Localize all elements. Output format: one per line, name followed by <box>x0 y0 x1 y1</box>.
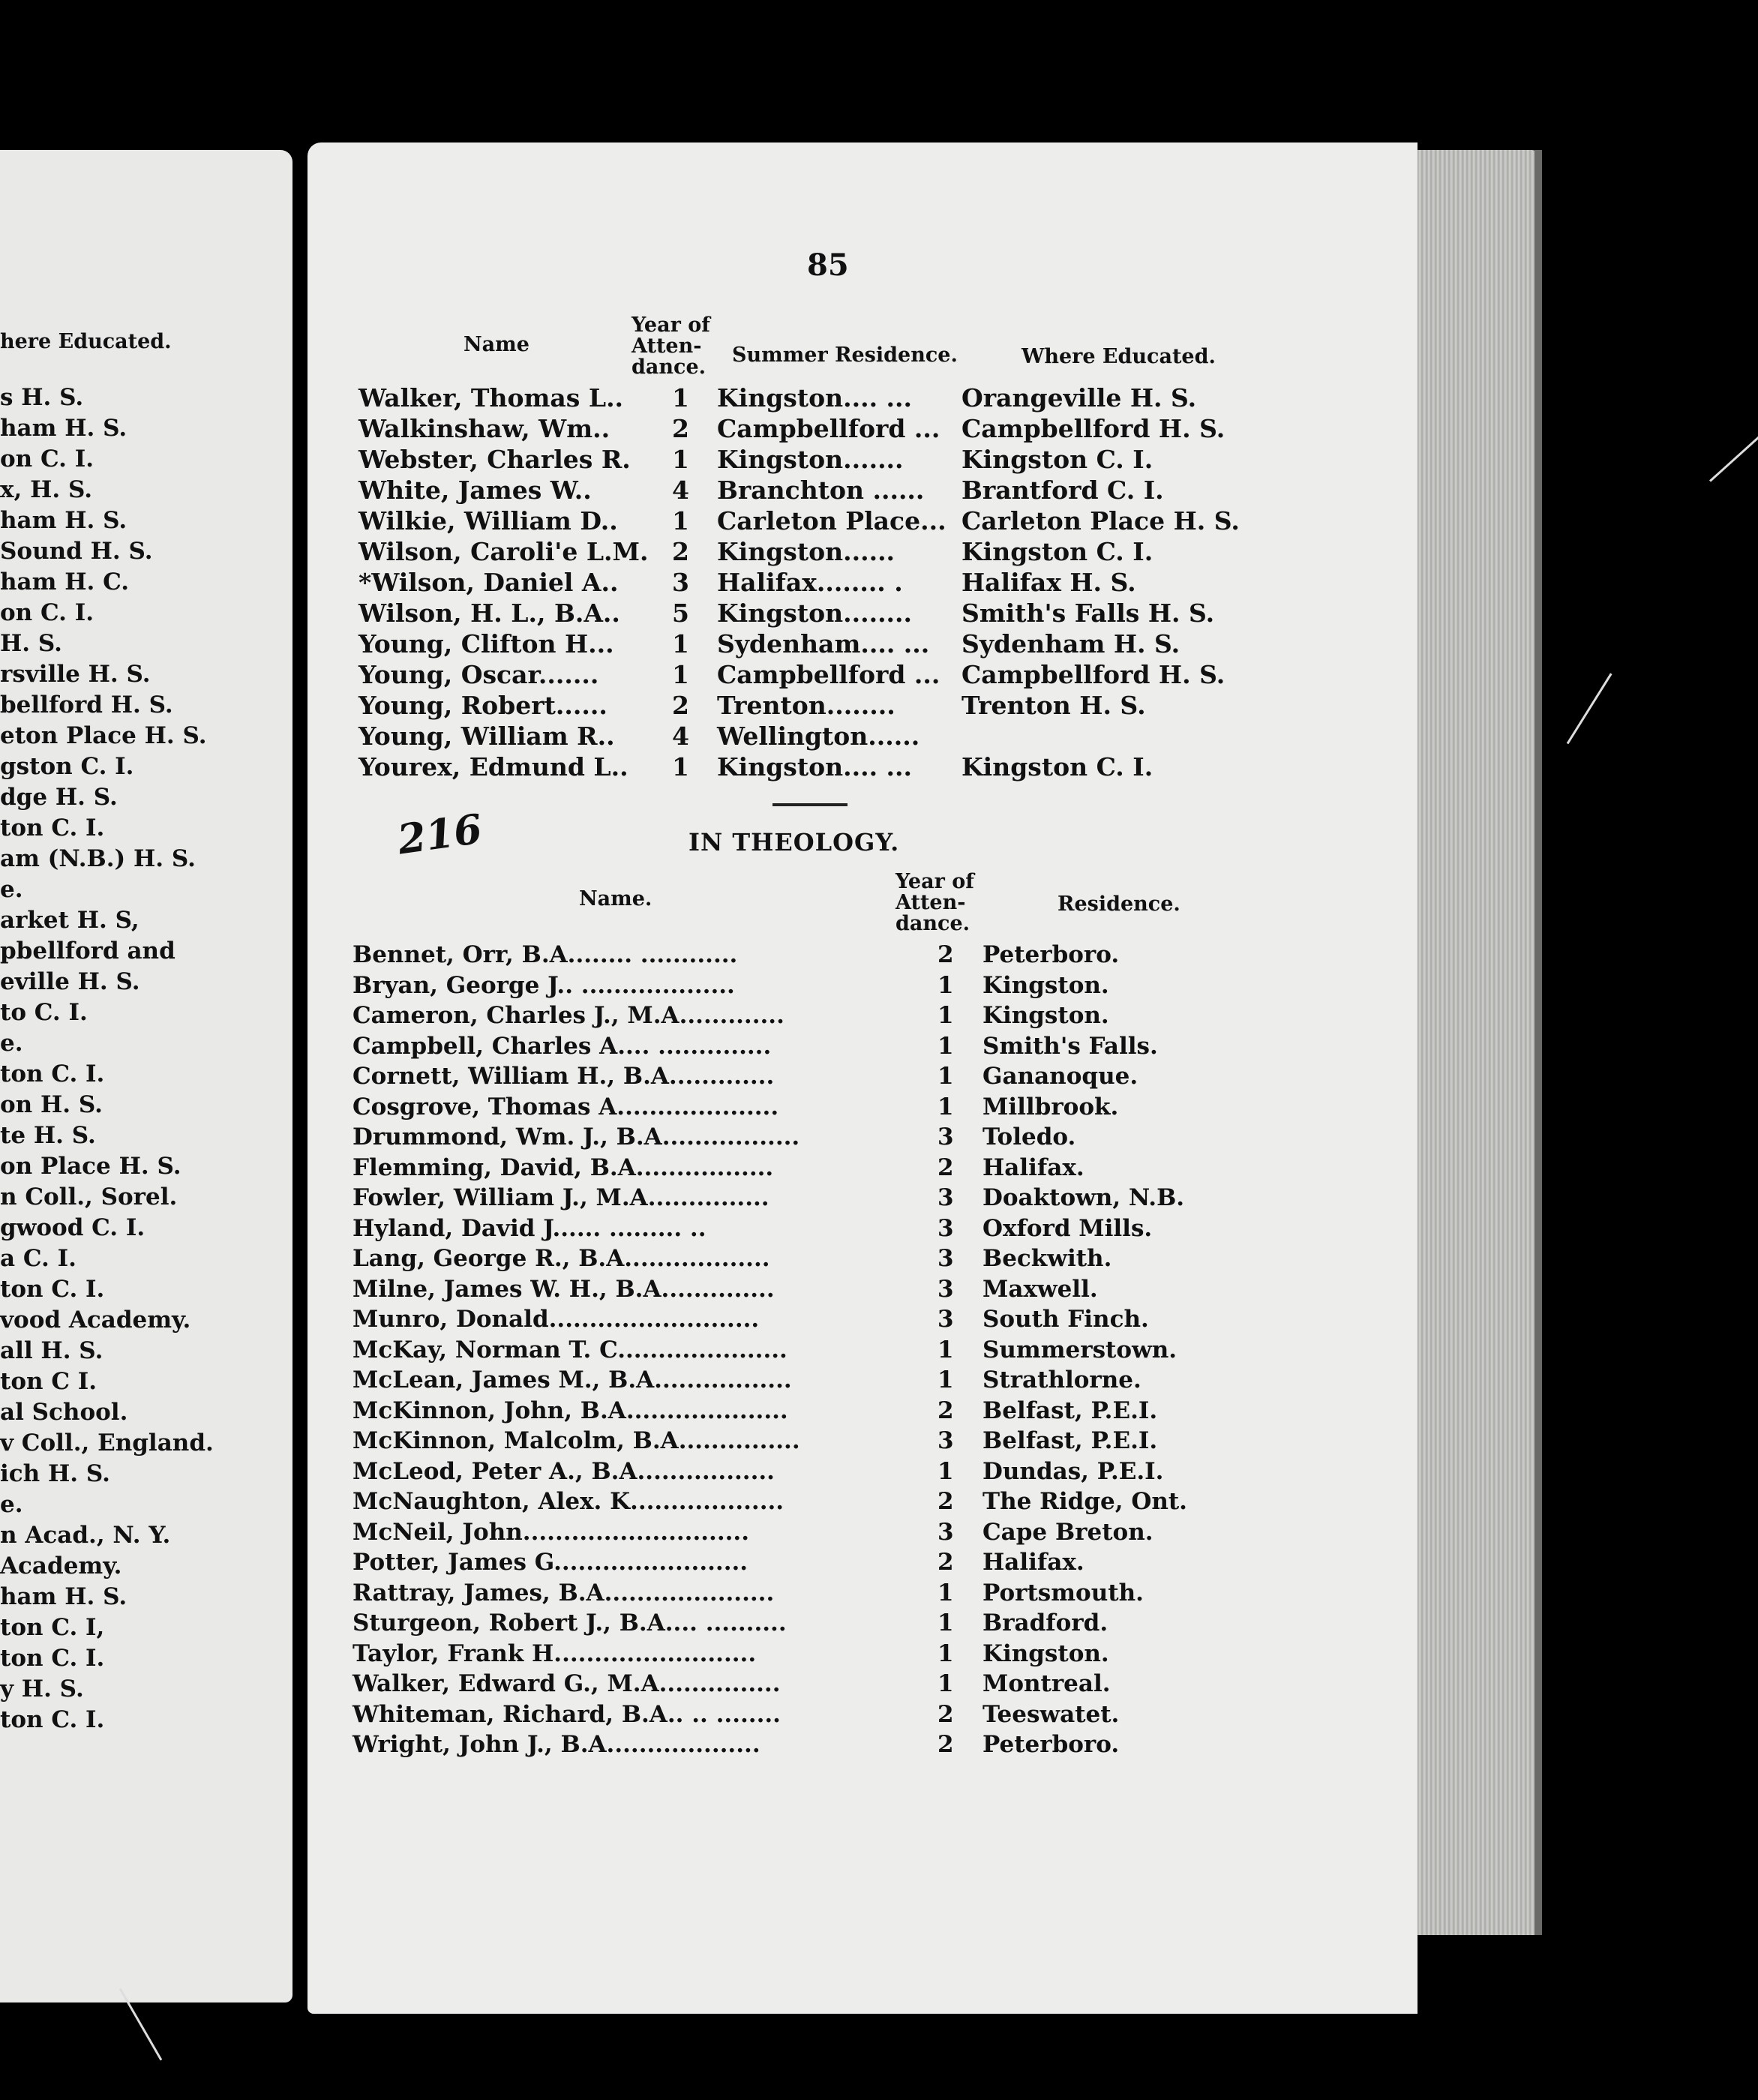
header-name: Name <box>464 333 530 356</box>
theology-residence: Belfast, P.E.I. <box>982 1396 1158 1424</box>
student-row <box>358 628 1258 659</box>
student-row <box>358 506 1258 536</box>
theology-row <box>352 1061 1252 1092</box>
theology-residence: Peterboro. <box>982 941 1120 968</box>
student-educated: Sydenham H. S. <box>962 629 1180 658</box>
theology-year: 1 <box>938 1579 954 1606</box>
theology-name: McLeod, Peter A., B.A................. <box>352 1457 775 1485</box>
theology-year: 1 <box>938 1640 954 1667</box>
student-residence: Kingston...... <box>717 537 896 566</box>
left-page-row: e. <box>0 1491 23 1518</box>
student-year: 4 <box>672 476 689 505</box>
left-page-row: on Place H. S. <box>0 1153 182 1180</box>
theology-name: Lang, George R., B.A.................. <box>352 1245 770 1272</box>
left-page-row: arket H. S, <box>0 907 140 934</box>
left-page-row: ton C. I. <box>0 1706 105 1733</box>
theology-name: Munro, Donald.......................... <box>352 1306 760 1333</box>
book-page-edges <box>1400 150 1542 1935</box>
theology-name: McNaughton, Alex. K................... <box>352 1488 784 1515</box>
theology-residence: Smith's Falls. <box>982 1032 1158 1060</box>
theology-residence: Montreal. <box>982 1670 1111 1697</box>
left-page-row: ham H. S. <box>0 507 128 534</box>
student-row <box>358 690 1258 721</box>
student-educated: Brantford C. I. <box>962 476 1164 505</box>
theology-residence: Kingston. <box>982 971 1109 999</box>
theology-row <box>352 1396 1252 1426</box>
theology-row <box>352 1183 1252 1214</box>
theology-year: 2 <box>938 1549 954 1576</box>
theology-row <box>352 1274 1252 1305</box>
left-page-row: ton C. I. <box>0 1645 105 1672</box>
theology-name: Cameron, Charles J., M.A............. <box>352 1002 784 1029</box>
student-name: Young, William R.. <box>358 722 615 751</box>
theology-row <box>352 1244 1252 1274</box>
theology-name: Walker, Edward G., M.A............... <box>352 1670 781 1697</box>
student-name: Walker, Thomas L.. <box>358 383 624 412</box>
left-page-row: on H. S. <box>0 1091 103 1118</box>
theology-year: 3 <box>938 1124 954 1150</box>
left-page-row: e. <box>0 876 23 903</box>
theology-name: Milne, James W. H., B.A.............. <box>352 1275 775 1303</box>
left-page-row: vood Academy. <box>0 1306 191 1334</box>
student-row <box>358 752 1258 782</box>
theology-name: Bennet, Orr, B.A........ ............ <box>352 941 738 968</box>
left-page-row: e. <box>0 1030 23 1057</box>
theology-year: 1 <box>938 1457 954 1485</box>
theology-name: Cosgrove, Thomas A.................... <box>352 1093 779 1120</box>
section-divider <box>772 803 848 806</box>
student-year: 1 <box>672 445 689 474</box>
theology-row <box>352 970 1252 1001</box>
left-page-row: ton C. I. <box>0 814 105 842</box>
student-educated: Halifax H. S. <box>962 568 1136 597</box>
theology-name: Wright, John J., B.A................... <box>352 1731 760 1758</box>
student-name: *Wilson, Daniel A.. <box>358 568 619 597</box>
theology-row <box>352 1031 1252 1062</box>
theology-name: McLean, James M., B.A................. <box>352 1366 792 1394</box>
theology-residence: Cape Breton. <box>982 1518 1154 1546</box>
left-page-row: s H. S. <box>0 384 84 411</box>
theology-year: 3 <box>938 1245 954 1272</box>
theology-year: 3 <box>938 1306 954 1333</box>
student-educated: Kingston C. I. <box>962 537 1154 566</box>
theology-year: 1 <box>938 1002 954 1029</box>
left-page-row: ton C I. <box>0 1368 98 1395</box>
student-year: 2 <box>672 691 689 720</box>
theology-year: 2 <box>938 1154 954 1181</box>
student-name: Young, Clifton H... <box>358 629 614 658</box>
theology-residence: Portsmouth. <box>982 1579 1144 1606</box>
theology-residence: The Ridge, Ont. <box>982 1488 1187 1515</box>
student-educated: Kingston C. I. <box>962 752 1154 782</box>
left-page-row: ton C. I. <box>0 1276 105 1303</box>
student-name: Young, Oscar....... <box>358 660 599 689</box>
left-page-row: n Coll., Sorel. <box>0 1184 178 1210</box>
section-title-theology: IN THEOLOGY. <box>688 828 900 856</box>
theology-residence: Teeswatet. <box>982 1700 1120 1728</box>
theology-header-year-line2: Atten- <box>896 891 966 914</box>
theology-year: 2 <box>938 1396 954 1424</box>
left-page-row: al School. <box>0 1399 128 1426</box>
left-page-row: to C. I. <box>0 999 88 1026</box>
theology-header-year-line3: dance. <box>896 912 970 935</box>
left-page-row: ich H. S. <box>0 1460 110 1487</box>
student-row <box>358 413 1258 444</box>
student-residence: Trenton........ <box>717 691 896 720</box>
header-year-line3: dance. <box>632 356 706 379</box>
theology-student-list <box>352 940 1252 1760</box>
theology-row <box>352 1517 1252 1548</box>
theology-row <box>352 1214 1252 1244</box>
left-page-row: am (N.B.) H. S. <box>0 845 196 872</box>
theology-year: 3 <box>938 1427 954 1454</box>
student-name: Yourex, Edmund L.. <box>358 752 628 782</box>
theology-name: Potter, James G........................ <box>352 1549 748 1576</box>
page-number: 85 <box>807 248 849 283</box>
student-residence: Branchton ...... <box>717 476 925 505</box>
student-name: Young, Robert...... <box>358 691 608 720</box>
student-educated: Campbellford H. S. <box>962 414 1226 443</box>
theology-name: Fowler, William J., M.A............... <box>352 1184 770 1211</box>
theology-year: 1 <box>938 1093 954 1120</box>
student-residence: Kingston........ <box>717 598 913 628</box>
left-page-row: dge H. S. <box>0 784 118 811</box>
left-page-row: on C. I. <box>0 446 94 472</box>
left-page-row: pbellford and <box>0 938 176 964</box>
student-name: Wilson, Caroli'e L.M. <box>358 537 649 566</box>
theology-row <box>352 1122 1252 1153</box>
left-page-row: ton C. I. <box>0 1060 105 1088</box>
theology-row <box>352 1700 1252 1730</box>
theology-row <box>352 1335 1252 1366</box>
theology-residence: Dundas, P.E.I. <box>982 1457 1164 1485</box>
left-page-row: n Acad., N. Y. <box>0 1522 171 1549</box>
theology-row <box>352 1153 1252 1184</box>
theology-year: 1 <box>938 1366 954 1394</box>
student-educated: Kingston C. I. <box>962 445 1154 474</box>
theology-year: 1 <box>938 1063 954 1090</box>
theology-row <box>352 940 1252 970</box>
theology-header-residence: Residence. <box>1058 892 1180 916</box>
left-page-row: te H. S. <box>0 1122 96 1149</box>
theology-row <box>352 1608 1252 1639</box>
left-page <box>0 150 292 2002</box>
left-page-row: on C. I. <box>0 599 94 626</box>
theology-row <box>352 1547 1252 1578</box>
student-year: 1 <box>672 752 689 782</box>
left-page-row: rsville H. S. <box>0 661 151 688</box>
student-educated: Smith's Falls H. S. <box>962 598 1215 628</box>
student-row <box>358 567 1258 598</box>
student-year: 1 <box>672 660 689 689</box>
left-page-row: Academy. <box>0 1552 122 1580</box>
theology-residence: Doaktown, N.B. <box>982 1184 1185 1211</box>
left-page-row: ham H. S. <box>0 415 128 442</box>
left-page-row: a C. I. <box>0 1245 76 1272</box>
theology-year: 2 <box>938 1700 954 1728</box>
theology-residence: Halifax. <box>982 1154 1084 1181</box>
student-year: 3 <box>672 568 689 597</box>
handwritten-note: 216 <box>394 804 485 864</box>
left-page-row: all H. S. <box>0 1337 104 1364</box>
theology-residence: Summerstown. <box>982 1336 1178 1364</box>
student-row <box>358 598 1258 628</box>
student-row <box>358 659 1258 690</box>
arts-student-list <box>358 382 1258 782</box>
theology-residence: Maxwell. <box>982 1275 1098 1303</box>
theology-year: 3 <box>938 1184 954 1211</box>
left-page-row: eville H. S. <box>0 968 140 995</box>
left-page-row: y H. S. <box>0 1676 84 1702</box>
theology-year: 1 <box>938 971 954 999</box>
theology-residence: Toledo. <box>982 1124 1076 1150</box>
header-year-line2: Atten- <box>632 334 702 358</box>
theology-row <box>352 1730 1252 1760</box>
student-educated: Campbellford H. S. <box>962 660 1226 689</box>
student-year: 1 <box>672 383 689 412</box>
left-page-list <box>0 382 214 1736</box>
student-row <box>358 475 1258 506</box>
student-year: 2 <box>672 414 689 443</box>
theology-residence: Kingston. <box>982 1640 1109 1667</box>
header-where-educated: Where Educated. <box>1022 345 1216 368</box>
left-page-row: gston C. I. <box>0 753 134 780</box>
student-residence: Kingston.... ... <box>717 752 913 782</box>
student-residence: Campbellford ... <box>717 414 940 443</box>
theology-row <box>352 1365 1252 1396</box>
student-year: 5 <box>672 598 689 628</box>
theology-year: 3 <box>938 1518 954 1546</box>
student-name: Wilkie, William D.. <box>358 506 618 536</box>
pencil-mark <box>1709 435 1758 482</box>
student-residence: Carleton Place... <box>717 506 946 536</box>
student-year: 1 <box>672 629 689 658</box>
theology-year: 2 <box>938 1731 954 1758</box>
left-page-header: here Educated. <box>0 330 172 353</box>
theology-residence: Beckwith. <box>982 1245 1112 1272</box>
student-row <box>358 721 1258 752</box>
theology-residence: Peterboro. <box>982 1731 1120 1758</box>
theology-row <box>352 1000 1252 1031</box>
theology-name: Hyland, David J...... ......... .. <box>352 1214 706 1242</box>
theology-residence: Bradford. <box>982 1610 1108 1636</box>
header-year-line1: Year of <box>632 314 710 337</box>
theology-row <box>352 1669 1252 1700</box>
theology-name: Flemming, David, B.A................. <box>352 1154 774 1181</box>
theology-name: McKay, Norman T. C..................... <box>352 1336 788 1364</box>
student-row <box>358 382 1258 413</box>
theology-residence: Kingston. <box>982 1002 1109 1029</box>
left-page-row: gwood C. I. <box>0 1214 146 1241</box>
theology-row <box>352 1639 1252 1670</box>
theology-residence: South Finch. <box>982 1306 1149 1333</box>
left-page-row: x, H. S. <box>0 476 93 503</box>
theology-header-year-line1: Year of <box>896 870 974 893</box>
left-page-row: bellford H. S. <box>0 692 173 718</box>
left-page-row: ham H. S. <box>0 1583 128 1610</box>
left-page-row: v Coll., England. <box>0 1430 214 1456</box>
theology-year: 1 <box>938 1032 954 1060</box>
theology-year: 2 <box>938 941 954 968</box>
theology-year: 1 <box>938 1670 954 1697</box>
theology-year: 1 <box>938 1610 954 1636</box>
theology-row <box>352 1456 1252 1487</box>
student-year: 1 <box>672 506 689 536</box>
theology-row <box>352 1092 1252 1123</box>
theology-name: McNeil, John............................ <box>352 1518 749 1546</box>
student-residence: Kingston.... ... <box>717 383 913 412</box>
theology-name: Taylor, Frank H......................... <box>352 1640 757 1667</box>
left-page-row: eton Place H. S. <box>0 722 207 749</box>
student-educated: Trenton H. S. <box>962 691 1146 720</box>
theology-name: McKinnon, John, B.A.................... <box>352 1396 788 1424</box>
student-year: 2 <box>672 537 689 566</box>
student-name: Webster, Charles R. <box>358 445 631 474</box>
theology-row <box>352 1304 1252 1335</box>
theology-residence: Halifax. <box>982 1549 1084 1576</box>
theology-name: Campbell, Charles A.... .............. <box>352 1032 772 1060</box>
theology-name: Whiteman, Richard, B.A.. .. ........ <box>352 1700 781 1728</box>
left-page-row: Sound H. S. <box>0 538 153 565</box>
student-name: Wilson, H. L., B.A.. <box>358 598 620 628</box>
left-page-row: ham H. C. <box>0 568 130 596</box>
left-page-row: H. S. <box>0 630 62 657</box>
theology-name: Cornett, William H., B.A............. <box>352 1063 775 1090</box>
student-educated: Orangeville H. S. <box>962 383 1197 412</box>
student-row <box>358 444 1258 475</box>
student-residence: Campbellford ... <box>717 660 940 689</box>
theology-name: Sturgeon, Robert J., B.A.... .......... <box>352 1610 787 1636</box>
theology-residence: Gananoque. <box>982 1063 1138 1090</box>
theology-name: McKinnon, Malcolm, B.A............... <box>352 1427 800 1454</box>
student-educated: Carleton Place H. S. <box>962 506 1240 536</box>
theology-header-name: Name. <box>579 887 652 910</box>
student-row <box>358 536 1258 567</box>
student-residence: Sydenham.... ... <box>717 629 930 658</box>
theology-name: Rattray, James, B.A..................... <box>352 1579 775 1606</box>
theology-row <box>352 1578 1252 1609</box>
theology-residence: Belfast, P.E.I. <box>982 1427 1158 1454</box>
student-residence: Wellington...... <box>717 722 920 751</box>
left-page-row: ton C. I, <box>0 1614 105 1641</box>
theology-year: 2 <box>938 1488 954 1515</box>
theology-name: Drummond, Wm. J., B.A................. <box>352 1124 800 1150</box>
theology-residence: Oxford Mills. <box>982 1214 1153 1242</box>
student-year: 4 <box>672 722 689 751</box>
student-name: Walkinshaw, Wm.. <box>358 414 610 443</box>
header-summer-residence: Summer Residence. <box>732 344 958 367</box>
theology-residence: Strathlorne. <box>982 1366 1142 1394</box>
theology-year: 3 <box>938 1275 954 1303</box>
student-name: White, James W.. <box>358 476 592 505</box>
theology-year: 1 <box>938 1336 954 1364</box>
theology-name: Bryan, George J.. ................... <box>352 971 735 999</box>
theology-row <box>352 1486 1252 1517</box>
theology-year: 3 <box>938 1214 954 1242</box>
student-residence: Halifax........ . <box>717 568 903 597</box>
student-residence: Kingston....... <box>717 445 904 474</box>
theology-row <box>352 1426 1252 1456</box>
pencil-mark <box>1567 673 1612 744</box>
theology-residence: Millbrook. <box>982 1093 1119 1120</box>
